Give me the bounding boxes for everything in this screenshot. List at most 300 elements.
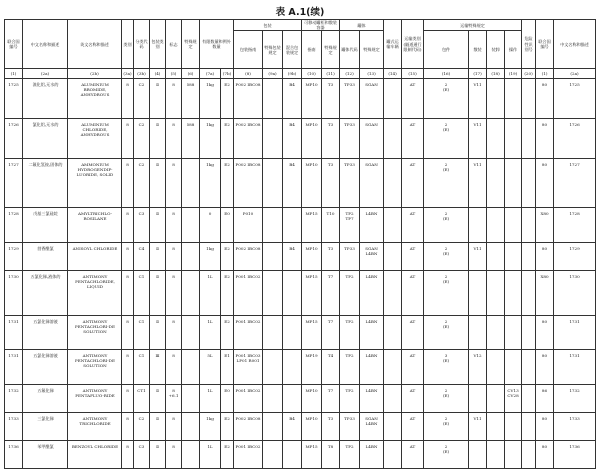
cell-hazard-id: 80 xyxy=(536,158,554,208)
cell-transport-category xyxy=(424,270,469,315)
table-body xyxy=(5,79,596,469)
cell-packages-provision xyxy=(469,208,487,243)
cell-un-number: 1731 xyxy=(5,315,23,350)
column-number: (11) xyxy=(322,69,340,79)
header-transport-category: 运输类别(隧道通行限制代码) xyxy=(402,20,424,69)
column-number: (3b) xyxy=(134,69,150,79)
cell-operation-provision xyxy=(522,440,536,468)
cell-chinese-name: 溴化铝,无水的 xyxy=(23,79,68,119)
cell-hazard-id: 80 xyxy=(536,242,554,270)
cell-special-provision: 588 xyxy=(182,118,200,158)
cell-tank-code: SGAN L4BN xyxy=(360,412,384,440)
cell-excepted-quantity: E2 xyxy=(221,158,234,208)
cell-packing-instruction: P002 IBC08 xyxy=(234,118,263,158)
transport-category-number: 2 xyxy=(444,415,448,421)
cell-un-number: 1729 xyxy=(5,242,23,270)
cell-tank-vehicle: AT xyxy=(402,440,424,468)
tunnel-restriction-code: (E) xyxy=(442,279,450,284)
cell-special-packing xyxy=(263,158,283,208)
cell-portable-instruction: MP10 xyxy=(302,158,322,208)
cell-transport-category xyxy=(424,384,469,412)
cell-operation-provision xyxy=(522,384,536,412)
cell-tank-vehicle: AT xyxy=(402,350,424,385)
cell-chinese-name: 戊基三氯硅烷 xyxy=(23,208,68,243)
cell-mixed-packing: B4 xyxy=(283,242,302,270)
cell-limited-quantity: 1L xyxy=(200,440,221,468)
cell-special-provision xyxy=(182,270,200,315)
table-title: 表 A.1(续) xyxy=(275,7,325,18)
table-row xyxy=(5,118,596,158)
cell-packing-instruction: P002 IBC08 xyxy=(234,79,263,119)
column-number: (9a) xyxy=(263,69,283,79)
header-labels: 标志 xyxy=(166,20,182,69)
cell-english-name: ANISOYL CHLORIDE xyxy=(68,242,122,270)
cell-label: 8 xyxy=(166,350,182,385)
cell-limited-quantity: 1L xyxy=(200,270,221,315)
cell-excepted-quantity: E2 xyxy=(221,242,234,270)
tunnel-restriction-code: (E) xyxy=(442,126,450,132)
cell-tank-special xyxy=(384,270,402,315)
cell-packing-group: Ⅱ xyxy=(150,158,166,208)
cell-label: 8 xyxy=(166,412,182,440)
cell-packing-group: Ⅱ xyxy=(150,242,166,270)
cell-tank-vehicle: AT xyxy=(402,158,424,208)
cell-portable-tank-instruction: T4 xyxy=(322,350,340,385)
cell-packages-provision xyxy=(469,270,487,315)
cell-english-name: BENZOYL CHLORIDE xyxy=(68,440,122,468)
cell-packages-provision: V11 xyxy=(469,242,487,270)
tunnel-restriction-code: (E) xyxy=(442,323,450,329)
cell-portable-instruction: MP15 xyxy=(302,208,322,243)
cell-portable-tank-instruction: T8 xyxy=(322,440,340,468)
cell-tank-vehicle: AT xyxy=(402,242,424,270)
cell-packing-group: Ⅱ xyxy=(150,79,166,119)
cell-transport-category xyxy=(424,158,469,208)
cell-chinese-name: 苯甲酰氯 xyxy=(23,440,68,468)
cell-loading-provision xyxy=(505,440,522,468)
cell-tank-special xyxy=(384,158,402,208)
cell-portable-tank-instruction: T7 xyxy=(322,384,340,412)
cell-excepted-quantity: E2 xyxy=(221,118,234,158)
cell-portable-instruction: MP10 xyxy=(302,384,322,412)
cell-operation-provision xyxy=(522,315,536,350)
transport-category-number: 2 xyxy=(444,273,448,279)
cell-packages-provision xyxy=(469,315,487,350)
cell-chinese-name: 氯化铝,无水的 xyxy=(23,118,68,158)
cell-un-number: 1730 xyxy=(5,270,23,315)
cell-portable-tank-instruction: T3 xyxy=(322,242,340,270)
cell-chinese-name: 五氯化锑溶液 xyxy=(23,350,68,385)
cell-class: 8 xyxy=(122,118,134,158)
cell-portable-special: TP33 xyxy=(340,118,360,158)
cell-special-provision xyxy=(182,440,200,468)
cell-label: 8 xyxy=(166,208,182,243)
column-number: (7a) xyxy=(200,69,221,79)
tunnel-restriction-code: (E) xyxy=(442,392,450,398)
cell-tank-code: L4BN xyxy=(360,440,384,468)
cell-portable-tank-instruction: T3 xyxy=(322,412,340,440)
cell-special-provision xyxy=(182,412,200,440)
column-number: (2a) xyxy=(23,69,68,79)
cell-transport-category xyxy=(424,315,469,350)
cell-class: 8 xyxy=(122,79,134,119)
header-portable-instructions: 指南 xyxy=(302,31,322,69)
cell-portable-special: TP2 xyxy=(340,384,360,412)
cell-packing-group: Ⅲ xyxy=(150,350,166,385)
cell-packages-provision: V11 xyxy=(469,412,487,440)
cell-hazard-id: 80 xyxy=(536,412,554,440)
header-packages: 包件 xyxy=(424,31,469,69)
cell-class: 8 xyxy=(122,384,134,412)
header-tank-code: 罐体代码 xyxy=(340,31,360,69)
column-number: (15) xyxy=(402,69,424,79)
column-number: (1) xyxy=(536,69,554,79)
cell-transport-category xyxy=(424,350,469,385)
cell-bulk-provision xyxy=(487,412,505,440)
cell-portable-tank-instruction: T7 xyxy=(322,270,340,315)
cell-bulk-provision xyxy=(487,350,505,385)
transport-category-number: 3 xyxy=(444,353,448,359)
dangerous-goods-table xyxy=(4,19,596,469)
cell-portable-tank-instruction: T10 xyxy=(322,208,340,243)
cell-bulk-provision xyxy=(487,440,505,468)
column-number: (16) xyxy=(424,69,469,79)
header-class: 类别 xyxy=(122,20,134,69)
cell-label: 8 xyxy=(166,440,182,468)
cell-english-name: ANTIMONY PENTACHLORI-DE SOLUTION xyxy=(68,315,122,350)
cell-un-number: 1728 xyxy=(5,208,23,243)
header-group-portable-tanks: 可移动罐柜和散装容器 xyxy=(302,20,340,31)
cell-tank-special xyxy=(384,118,402,158)
column-number: (19) xyxy=(505,69,522,79)
transport-category-number: 2 xyxy=(444,443,448,449)
cell-hazard-id: X80 xyxy=(536,208,554,243)
cell-tank-special xyxy=(384,412,402,440)
cell-special-provision xyxy=(182,384,200,412)
cell-label: 8 xyxy=(166,118,182,158)
cell-tank-vehicle: AT xyxy=(402,79,424,119)
header-tank-vehicle: 罐式运输车辆 xyxy=(384,20,402,69)
cell-portable-special: TP2 xyxy=(340,315,360,350)
cell-portable-instruction: MP19 xyxy=(302,350,322,385)
cell-classification-code: C1 xyxy=(134,350,150,385)
cell-tank-code: L4BN xyxy=(360,384,384,412)
cell-operation-provision xyxy=(522,412,536,440)
cell-transport-category xyxy=(424,412,469,440)
cell-tank-special xyxy=(384,79,402,119)
cell-portable-instruction: MP10 xyxy=(302,118,322,158)
header-un-number-right: 联合国编号 xyxy=(536,20,554,69)
cell-classification-code: C1 xyxy=(134,315,150,350)
cell-special-packing xyxy=(263,242,283,270)
cell-tank-vehicle: AT xyxy=(402,384,424,412)
header-un-number: 联合国编号 xyxy=(5,20,23,69)
cell-packing-group: Ⅱ xyxy=(150,208,166,243)
tunnel-restriction-code: (E) xyxy=(442,358,450,364)
column-number: (18) xyxy=(487,69,505,79)
cell-portable-tank-instruction: T3 xyxy=(322,158,340,208)
transport-category-number: 2 xyxy=(444,245,448,251)
cell-chinese-name: 五氯化锑溶液 xyxy=(23,315,68,350)
cell-packing-instruction: P001 IBC02 xyxy=(234,384,263,412)
header-special-packing: 特殊包装规定 xyxy=(263,31,283,69)
cell-bulk-provision xyxy=(487,315,505,350)
cell-english-name: ALUMINIUM BROMIDE, ANHYDROUS xyxy=(68,79,122,119)
cell-chinese-name: 五氯化锑,液体的 xyxy=(23,270,68,315)
cell-loading-provision xyxy=(505,208,522,243)
cell-portable-instruction: MP15 xyxy=(302,270,322,315)
tunnel-restriction-code: (E) xyxy=(442,216,450,222)
header-portable-special: 特殊规定 xyxy=(322,31,340,69)
cell-mixed-packing xyxy=(283,208,302,243)
transport-category-number: 2 xyxy=(444,161,448,167)
column-number: (20) xyxy=(522,69,536,79)
cell-excepted-quantity: E0 xyxy=(221,384,234,412)
cell-loading-provision xyxy=(505,79,522,119)
cell-portable-special: TP2 xyxy=(340,270,360,315)
header-group-tanks: 罐体 xyxy=(340,20,384,31)
column-number: (7b) xyxy=(221,69,234,79)
cell-tank-code: SGAN xyxy=(360,79,384,119)
cell-operation-provision xyxy=(522,242,536,270)
cell-class: 8 xyxy=(122,412,134,440)
cell-packages-provision xyxy=(469,440,487,468)
cell-special-provision: 588 xyxy=(182,79,200,119)
cell-bulk-provision xyxy=(487,242,505,270)
header-hazard-id: 危险性识别号 xyxy=(522,20,536,69)
cell-tank-code: L4BN xyxy=(360,350,384,385)
cell-classification-code: C3 xyxy=(134,208,150,243)
transport-category-number: 2 xyxy=(444,211,448,217)
cell-mixed-packing xyxy=(283,350,302,385)
cell-classification-code: C4 xyxy=(134,242,150,270)
cell-packing-instruction: P001 IBC02 xyxy=(234,315,263,350)
cell-limited-quantity: 1L xyxy=(200,384,221,412)
cell-loading-provision xyxy=(505,118,522,158)
column-number: (10) xyxy=(302,69,322,79)
cell-portable-instruction: MP15 xyxy=(302,440,322,468)
cell-chinese-name: 三氯化锑 xyxy=(23,412,68,440)
header-tank-special: 特殊规定 xyxy=(360,31,384,69)
column-number: (9b) xyxy=(283,69,302,79)
cell-loading-provision xyxy=(505,315,522,350)
cell-un-number-right: 1736 xyxy=(554,440,596,468)
cell-label: 8 xyxy=(166,315,182,350)
cell-classification-code: C3 xyxy=(134,440,150,468)
cell-limited-quantity: 1L xyxy=(200,315,221,350)
cell-english-name: ALUMINIUM CHLORIDE, ANHYDROUS xyxy=(68,118,122,158)
cell-packing-instruction: P001 IBC02 xyxy=(234,440,263,468)
cell-tank-vehicle: AT xyxy=(402,118,424,158)
cell-hazard-id: 80 xyxy=(536,79,554,119)
cell-tank-vehicle: AT xyxy=(402,412,424,440)
cell-tank-vehicle: AT xyxy=(402,270,424,315)
header-packing-group: 包装类别 xyxy=(150,20,166,69)
column-number: (8) xyxy=(234,69,263,79)
cell-english-name: AMYLTRICHLO-ROSILANE xyxy=(68,208,122,243)
table-row xyxy=(5,79,596,119)
cell-label: 8 xyxy=(166,79,182,119)
cell-un-number: 1726 xyxy=(5,118,23,158)
cell-tank-vehicle: AT xyxy=(402,208,424,243)
cell-classification-code: C2 xyxy=(134,79,150,119)
header-loading: 装卸 xyxy=(487,31,505,69)
cell-limited-quantity: 1kg xyxy=(200,242,221,270)
cell-packing-group: Ⅱ xyxy=(150,118,166,158)
cell-chinese-name: 二氟化氢铵,固体的 xyxy=(23,158,68,208)
column-number: (5) xyxy=(166,69,182,79)
cell-special-provision xyxy=(182,350,200,385)
cell-mixed-packing xyxy=(283,384,302,412)
column-number: (2a) xyxy=(554,69,596,79)
cell-special-provision xyxy=(182,158,200,208)
cell-limited-quantity: 5L xyxy=(200,350,221,385)
table-row xyxy=(5,350,596,385)
cell-portable-instruction: MP10 xyxy=(302,242,322,270)
transport-category-number: 2 xyxy=(444,318,448,324)
table-row xyxy=(5,412,596,440)
cell-label: 8 +6.1 xyxy=(166,384,182,412)
cell-transport-category xyxy=(424,79,469,119)
transport-category-number: 2 xyxy=(444,121,448,127)
cell-tank-code: SGAN xyxy=(360,118,384,158)
column-number: (13) xyxy=(360,69,384,79)
cell-loading-provision xyxy=(505,242,522,270)
header-mixed-packing: 混合包装规定 xyxy=(283,31,302,69)
cell-excepted-quantity: E2 xyxy=(221,412,234,440)
cell-loading-provision: CV13 CV28 xyxy=(505,384,522,412)
cell-tank-vehicle: AT xyxy=(402,315,424,350)
cell-portable-instruction: MP10 xyxy=(302,79,322,119)
cell-packing-instruction: P002 IBC08 xyxy=(234,158,263,208)
cell-label: 8 xyxy=(166,270,182,315)
table-row xyxy=(5,208,596,243)
cell-hazard-id: 86 xyxy=(536,384,554,412)
cell-un-number-right: 1733 xyxy=(554,412,596,440)
cell-english-name: ANTIMONY TRICHLORIDE xyxy=(68,412,122,440)
table-row xyxy=(5,384,596,412)
column-number: (1) xyxy=(5,69,23,79)
cell-special-provision xyxy=(182,242,200,270)
cell-class: 8 xyxy=(122,440,134,468)
cell-un-number-right: 1726 xyxy=(554,118,596,158)
cell-packing-group: Ⅱ xyxy=(150,315,166,350)
cell-limited-quantity: 0 xyxy=(200,208,221,243)
tunnel-restriction-code: (E) xyxy=(442,166,450,172)
cell-bulk-provision xyxy=(487,208,505,243)
cell-special-packing xyxy=(263,315,283,350)
cell-mixed-packing: B4 xyxy=(283,158,302,208)
cell-limited-quantity: 1kg xyxy=(200,412,221,440)
cell-operation-provision xyxy=(522,158,536,208)
cell-portable-special: TP2 TP7 xyxy=(340,208,360,243)
cell-un-number: 1725 xyxy=(5,79,23,119)
table-row xyxy=(5,440,596,468)
cell-excepted-quantity: E2 xyxy=(221,270,234,315)
cell-special-packing xyxy=(263,350,283,385)
transport-category-number: 2 xyxy=(444,387,448,393)
cell-tank-code: SGAN L4BN xyxy=(360,242,384,270)
cell-packing-instruction: P002 IBC08 xyxy=(234,412,263,440)
cell-hazard-id: 80 xyxy=(536,118,554,158)
cell-packages-provision: V11 xyxy=(469,158,487,208)
cell-class: 8 xyxy=(122,350,134,385)
cell-portable-tank-instruction: T7 xyxy=(322,315,340,350)
cell-english-name: ANTIMONY PENTACHLORI-DE SOLUTION xyxy=(68,350,122,385)
tunnel-restriction-code: (E) xyxy=(442,448,450,454)
cell-packages-provision: V11 xyxy=(469,79,487,119)
cell-loading-provision xyxy=(505,270,522,315)
cell-classification-code: C1 xyxy=(134,270,150,315)
cell-packing-group: Ⅱ xyxy=(150,270,166,315)
cell-packing-group: Ⅱ xyxy=(150,384,166,412)
column-number: (14) xyxy=(384,69,402,79)
cell-un-number-right: 1732 xyxy=(554,384,596,412)
header-chinese-name: 中文名称和描述 xyxy=(23,20,68,69)
cell-special-packing xyxy=(263,208,283,243)
header-limited-quantities: 有限数量和例外数量 xyxy=(200,20,234,69)
cell-un-number-right: 1731 xyxy=(554,350,596,385)
cell-class: 8 xyxy=(122,208,134,243)
cell-portable-special: TP33 xyxy=(340,412,360,440)
cell-chinese-name: 五氟化锑 xyxy=(23,384,68,412)
cell-special-packing xyxy=(263,79,283,119)
cell-portable-special: TP33 xyxy=(340,79,360,119)
header-special-provisions: 特殊规定 xyxy=(182,20,200,69)
cell-portable-special: TP2 xyxy=(340,350,360,385)
cell-special-provision xyxy=(182,208,200,243)
cell-classification-code: C2 xyxy=(134,118,150,158)
cell-tank-special xyxy=(384,242,402,270)
column-number: (17) xyxy=(469,69,487,79)
cell-hazard-id: 80 xyxy=(536,315,554,350)
cell-limited-quantity: 1kg xyxy=(200,158,221,208)
cell-un-number-right: 1725 xyxy=(554,79,596,119)
cell-classification-code: C2 xyxy=(134,412,150,440)
cell-bulk-provision xyxy=(487,270,505,315)
cell-tank-code: L4BN xyxy=(360,208,384,243)
cell-un-number: 1727 xyxy=(5,158,23,208)
header-group-packaging: 包装 xyxy=(234,20,302,31)
cell-bulk-provision xyxy=(487,384,505,412)
cell-mixed-packing xyxy=(283,270,302,315)
cell-label: 8 xyxy=(166,242,182,270)
cell-english-name: AMMONIUM HYDROGENDIF-LUORIDE, SOLID xyxy=(68,158,122,208)
cell-loading-provision xyxy=(505,350,522,385)
cell-transport-category xyxy=(424,440,469,468)
cell-mixed-packing: B4 xyxy=(283,118,302,158)
cell-hazard-id: 80 xyxy=(536,350,554,385)
cell-special-provision xyxy=(182,315,200,350)
cell-packing-group: Ⅱ xyxy=(150,412,166,440)
column-number: (12) xyxy=(340,69,360,79)
tunnel-restriction-code: (E) xyxy=(442,87,450,93)
cell-excepted-quantity: E0 xyxy=(221,208,234,243)
cell-mixed-packing: B4 xyxy=(283,79,302,119)
header-chinese-name-right: 中文名称和描述 xyxy=(554,20,596,69)
cell-loading-provision xyxy=(505,158,522,208)
cell-class: 8 xyxy=(122,158,134,208)
cell-special-packing xyxy=(263,118,283,158)
cell-chinese-name: 茴香酰氯 xyxy=(23,242,68,270)
tunnel-restriction-code: (E) xyxy=(442,251,450,256)
cell-un-number: 1733 xyxy=(5,412,23,440)
column-number-row xyxy=(5,69,596,79)
cell-mixed-packing xyxy=(283,315,302,350)
cell-excepted-quantity: E2 xyxy=(221,440,234,468)
cell-special-packing xyxy=(263,412,283,440)
table-row xyxy=(5,242,596,270)
